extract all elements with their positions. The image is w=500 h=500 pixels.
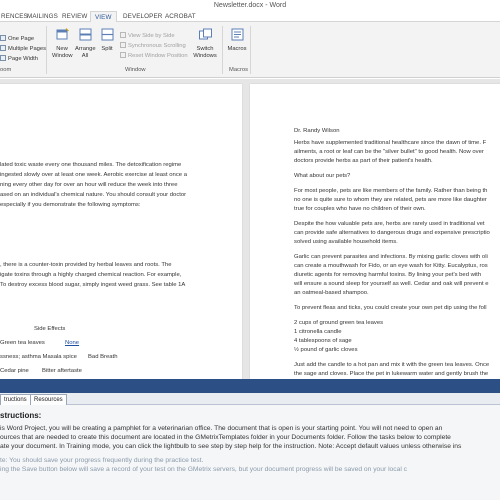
tab-instructions[interactable]: tructions	[0, 394, 31, 405]
switch-windows-label-2: Windows	[193, 53, 217, 59]
body-text-line: , there is a counter-toxin provided by herbal leaves and roots. The	[0, 262, 172, 268]
instruction-line: ate your document. In Training mode, you can click the lightbulb to see step by step help for the instruction. Note: Accept default values unless otherwise ins	[0, 443, 462, 450]
multiple-pages-button[interactable]	[0, 45, 46, 53]
document-title: Newsletter.docx - Word	[213, 2, 287, 9]
view-side-by-side-label: View Side by Side	[128, 33, 175, 39]
body-text-line: Just add the candle to a hot pan and mix it with the green tea leaves. Once	[294, 362, 490, 368]
instructions-panel	[0, 379, 500, 500]
macros-button[interactable]	[226, 28, 248, 53]
document-page-right[interactable]	[250, 84, 500, 380]
body-text-line: can provide safe alternatives to dangerous drugs and expensive prescriptio	[294, 230, 490, 236]
sync-scroll-icon	[120, 42, 126, 48]
body-text-line: an oatmeal-based shampoo.	[294, 290, 369, 296]
table-cell: Bad Breath	[88, 354, 118, 360]
tab-mailings[interactable]: MAILINGS	[27, 13, 58, 20]
body-text-line: lated toxic waste every one thousand miles. The detoxification regime	[0, 162, 182, 168]
new-window-button[interactable]	[52, 28, 72, 60]
multiple-pages-icon	[0, 45, 6, 51]
tab-developer[interactable]: DEVELOPER	[123, 13, 163, 20]
synchronous-scrolling-button[interactable]	[120, 42, 186, 50]
body-text-line: solved using available household items.	[294, 239, 398, 245]
instructions-body	[0, 405, 500, 500]
new-window-label-2: Window	[52, 53, 73, 59]
reset-window-position-button[interactable]	[120, 52, 188, 60]
tab-review[interactable]: REVIEW	[62, 13, 88, 20]
body-text-line: ning every other day for over an hour will reduce the week into three	[0, 182, 178, 188]
body-text-line: Despite the how valuable pets are, herbs are rarely used in traditional vet	[294, 221, 485, 227]
arrange-all-label-2: All	[81, 53, 89, 59]
page-width-button[interactable]	[0, 55, 38, 63]
body-text-line: igate toxins through a highly charged chemical reaction. For example,	[0, 272, 182, 278]
macros-group-label: Macros	[229, 67, 249, 73]
table-cell: Green tea leaves	[0, 340, 45, 346]
zoom-group-label: oom	[0, 67, 12, 73]
table-cell: ssness; asthma Masala spice	[0, 354, 77, 360]
macros-icon	[231, 28, 244, 41]
instructions-heading: structions:	[0, 411, 42, 420]
side-by-side-icon	[120, 32, 126, 38]
body-text-line: ingested slowly over at least one week. Aerobic exercise at least once a	[0, 172, 187, 178]
instruction-line: is Word Project, you will be creating a pamphlet for a veterinarian office. The document that is open is your starting point. You will not need to open an	[0, 425, 443, 432]
instruction-note: te: You should save your progress frequently during the practice test.	[0, 457, 204, 464]
table-cell: Bitter aftertaste	[42, 368, 82, 374]
ribbon	[0, 22, 500, 78]
panel-tab-bar	[0, 393, 500, 405]
macros-label: Macros	[227, 46, 247, 52]
table-cell-link[interactable]: None	[65, 340, 80, 346]
one-page-button[interactable]	[0, 35, 34, 43]
title-bar	[0, 0, 500, 11]
ribbon-tab-bar	[0, 11, 500, 22]
document-workspace[interactable]	[0, 79, 500, 379]
body-text-line: ased on an individual's chemical nature. You should consult your doctor	[0, 192, 187, 198]
reset-position-icon	[120, 52, 126, 58]
one-page-label: One Page	[8, 36, 35, 42]
body-text-line: ailments, a root or leaf can be the "silver bullet" to good health. Now over	[294, 149, 484, 155]
switch-windows-label-1: Switch	[196, 46, 214, 52]
body-text-line: no one is quite sure to whom they are related, pets are more like daughter	[294, 197, 487, 203]
switch-windows-icon	[199, 28, 212, 41]
body-text-line: doctors provide herbs as part of their patient's health.	[294, 158, 433, 164]
split-button[interactable]	[98, 28, 116, 53]
new-window-icon	[56, 28, 69, 41]
table-header-side-effects: Side Effects	[34, 326, 66, 332]
group-separator	[222, 26, 223, 74]
list-item: ½ pound of garlic cloves	[294, 347, 358, 353]
section-heading: What about our pets?	[294, 173, 351, 179]
body-text-line: diuretic agents for removing harmful toxins. By lining your pet's bed with	[294, 272, 482, 278]
list-item: 2 cups of ground green tea leaves	[294, 320, 384, 326]
tab-resources[interactable]: Resources	[30, 394, 67, 405]
split-icon	[101, 28, 114, 41]
panel-header-bar	[0, 379, 500, 393]
reset-window-position-label: Reset Window Position	[128, 53, 188, 59]
multiple-pages-label: Multiple Pages	[8, 46, 47, 52]
body-text-line: To prevent fleas and ticks, you could create your own pet dip using the foll	[294, 305, 487, 311]
document-page-left[interactable]	[0, 84, 242, 380]
body-text-line: true for couples who have no children of their own.	[294, 206, 426, 212]
tab-view[interactable]: VIEW	[90, 11, 117, 23]
body-text-line: will ensure a sound sleep for yourself as well. Cedar and oak will prevent e	[294, 281, 489, 287]
author-name: Dr. Randy Wilson	[294, 128, 340, 134]
body-text-line: especially if you demonstrate the following symptoms:	[0, 202, 141, 208]
list-item: 4 tablespoons of sage	[294, 338, 352, 344]
table-cell: Cedar pine	[0, 368, 29, 374]
synchronous-scrolling-label: Synchronous Scrolling	[128, 43, 186, 49]
switch-windows-button[interactable]	[192, 28, 218, 60]
arrange-all-label-1: Arrange	[75, 46, 96, 52]
group-separator	[46, 26, 47, 74]
tab-acrobat[interactable]: ACROBAT	[165, 13, 196, 20]
body-text-line: the sage and cloves. Place the pet in lukewarm water and gently brush the	[294, 371, 489, 377]
body-text-line: can create a mouthwash for Fido, or an eye wash for Kitty. Eucalyptus, ros	[294, 263, 488, 269]
instruction-note: ing the Save button below will save a record of your test on the GMetrix servers, but your document progress will be saved on your local c	[0, 466, 408, 473]
page-width-icon	[0, 55, 6, 61]
one-page-icon	[0, 35, 6, 41]
new-window-label-1: New	[56, 46, 68, 52]
arrange-all-icon	[79, 28, 92, 41]
arrange-all-button[interactable]	[75, 28, 95, 60]
instruction-line: ources that are needed to create this document are located in the GMetrixTemplates folder in your Documents folder. Follow the tasks below to complete	[0, 434, 451, 441]
tab-references[interactable]: RENCES	[1, 13, 28, 20]
split-label: Split	[101, 46, 113, 52]
body-text-line: For most people, pets are like members of the family. Rather than being th	[294, 188, 488, 194]
group-separator	[250, 26, 251, 74]
window-group-label: Window	[125, 67, 146, 73]
body-text-line: Garlic can prevent parasites and infections. By mixing garlic cloves with oli	[294, 254, 488, 260]
body-text-line: Herbs have supplemented traditional healthcare since the dawn of time. F	[294, 140, 487, 146]
body-text-line: To destroy excess blood sugar, simply ingest weed grass. See table 1A	[0, 282, 186, 288]
list-item: 1 citronella candle	[294, 329, 342, 335]
page-width-label: Page Width	[8, 56, 38, 62]
view-side-by-side-button[interactable]	[120, 32, 175, 40]
